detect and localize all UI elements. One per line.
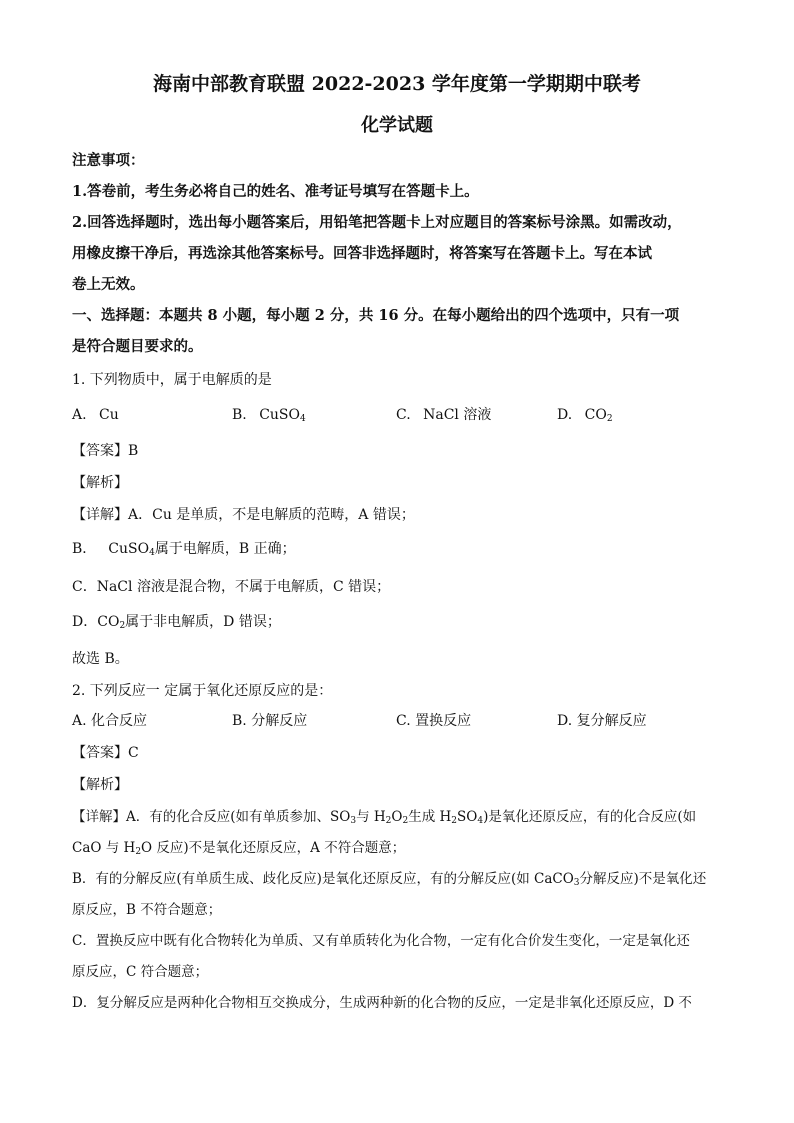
detail-text: CaO 与 H	[72, 840, 136, 856]
question-1-stem: 1. 下列物质中，属于电解质的是	[72, 372, 272, 388]
question-1-answer: 【答案】B	[72, 443, 139, 459]
section-heading-line-2: 是符合题目要求的。	[72, 338, 203, 355]
option-text	[585, 407, 613, 423]
option-text: NaCl 溶液	[423, 407, 492, 423]
formula-subscript: 4	[300, 414, 306, 424]
question-1-detail-b	[72, 540, 296, 558]
question-1-option-b	[232, 406, 306, 424]
detail-prefix: B．	[72, 541, 97, 557]
formula-main: CuSO	[259, 407, 300, 423]
page-subtitle: 化学试题	[361, 115, 433, 136]
notice-heading: 注意事项：	[72, 152, 145, 169]
detail-text: 【详解】A．有的化合反应(如有单质参加、SO	[72, 809, 351, 825]
formula-subscript: 2	[135, 847, 142, 857]
formula-subscript: 3	[573, 878, 580, 888]
question-1-option-a	[72, 406, 119, 424]
detail-text: 分解反应)不是氧化还	[579, 871, 707, 887]
notice-item-2-line-2: 用橡皮擦干净后，再选涂其他答案标号。回答非选择题时，将答案写在答题卡上。写在本试	[72, 245, 652, 262]
question-2-detail-a-line-1	[72, 808, 696, 826]
option-label: A.	[72, 407, 87, 423]
question-1-option-d	[557, 406, 613, 424]
question-2-detail-c-line-1: C．置换反应中既有化合物转化为单质、又有单质转化为化合物，一定有化合价发生变化，一定是氧化还	[72, 933, 690, 949]
question-2-detail-c-line-2: 原反应，C 符合题意；	[72, 964, 209, 980]
formula-subscript: 2	[119, 621, 126, 631]
detail-text: 生成 H	[408, 809, 452, 825]
option-label: C.	[396, 407, 411, 423]
question-1-detail-d	[72, 613, 281, 631]
formula-subscript: 2	[385, 816, 392, 826]
question-2-detail-a-line-2	[72, 839, 405, 857]
formula-main: CuSO	[108, 541, 150, 557]
detail-text: )是氧化还原反应，有的化合反应(如	[483, 809, 697, 825]
page-title: 海南中部教育联盟 2022-2023 学年度第一学期期中联考	[153, 73, 641, 95]
detail-prefix: D．	[72, 614, 98, 630]
detail-text: 属于电解质，B 正确；	[154, 541, 296, 557]
question-2-detail-b-line-1	[72, 870, 706, 888]
detail-text: 属于非电解质，D 错误；	[125, 614, 281, 630]
question-1-detail-a: 【详解】A．Cu 是单质，不是电解质的范畴，A 错误；	[72, 507, 415, 523]
section-heading-line-1: 一、选择题：本题共 8 小题，每小题 2 分，共 16 分。在每小题给出的四个选项中，只有一项	[72, 307, 680, 324]
option-text: Cu	[99, 407, 119, 423]
notice-item-2-line-3: 卷上无效。	[72, 276, 145, 293]
question-1-option-c	[396, 406, 491, 424]
formula-subscript: 2	[402, 816, 409, 826]
formula-subscript: 2	[451, 816, 458, 826]
question-1-analysis-heading: 【解析】	[72, 475, 128, 491]
option-text	[259, 407, 306, 423]
question-2-analysis-heading: 【解析】	[72, 777, 128, 793]
option-label: B.	[232, 407, 247, 423]
question-1-detail-c: C．NaCl 溶液是混合物，不属于电解质，C 错误；	[72, 579, 391, 595]
detail-text: 与 H	[356, 809, 386, 825]
question-2-option-b: B. 分解反应	[232, 713, 308, 729]
option-label: D.	[557, 407, 573, 423]
question-2-option-a: A. 化合反应	[72, 713, 148, 729]
formula-subscript: 3	[350, 816, 357, 826]
detail-text: O	[391, 809, 403, 825]
formula-subscript: 4	[477, 816, 484, 826]
formula-main: CO	[584, 407, 607, 423]
detail-text: O 反应)不是氧化还原反应，A 不符合题意；	[141, 840, 406, 856]
detail-text: SO	[457, 809, 478, 825]
detail-text: B．有的分解反应(有单质生成、歧化反应)是氧化还原反应，有的分解反应(如 CaCO	[72, 871, 574, 887]
formula-subscript: 2	[606, 414, 613, 424]
question-2-stem: 2. 下列反应一 定属于氧化还原反应的是：	[72, 683, 333, 699]
question-2-option-c: C. 置换反应	[396, 713, 472, 729]
notice-item-1: 1.答卷前，考生务必将自己的姓名、准考证号填写在答题卡上。	[72, 183, 479, 200]
formula-subscript: 4	[149, 548, 155, 558]
question-2-option-d: D. 复分解反应	[557, 713, 647, 729]
question-1-conclusion: 故选 B。	[72, 651, 129, 667]
question-2-detail-b-line-2: 原反应，B 不符合题意；	[72, 902, 222, 918]
notice-item-2-line-1: 2.回答选择题时，选出每小题答案后，用铅笔把答题卡上对应题目的答案标号涂黑。如需改动，	[72, 214, 682, 231]
question-2-detail-d-line-1: D．复分解反应是两种化合物相互交换成分，生成两种新的化合物的反应，一定是非氧化还原反应，D 不	[72, 995, 692, 1011]
formula-main: CO	[97, 614, 120, 630]
question-2-answer: 【答案】C	[72, 745, 139, 761]
